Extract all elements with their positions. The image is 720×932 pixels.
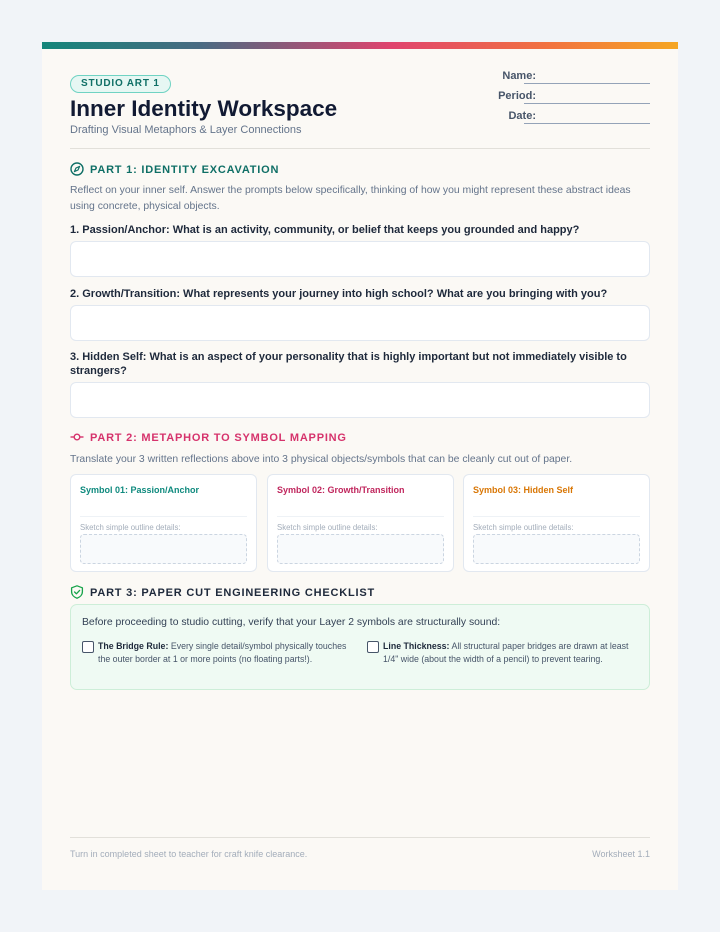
symbol-card-3 [463,474,650,572]
checklist-item-title: Line Thickness: [383,641,450,651]
period-field-row [462,90,650,110]
sketch-area[interactable] [80,534,247,564]
header-divider [70,148,650,149]
part1-intro: Reflect on your inner self. Answer the prompts below specifically, thinking of how you might represent these abstract ideas using concrete, physical objects. [70,185,631,212]
part2-heading-text: PART 2: METAPHOR TO SYMBOL MAPPING [90,432,347,444]
part2-intro: Translate your 3 written reflections above into 3 physical objects/symbols that can be cleanly cut out of paper. [70,454,573,465]
symbol-card-title: Symbol 03: Hidden Self [473,485,574,495]
shield-check-icon [70,585,84,599]
symbol-card-1 [70,474,257,572]
date-field-row [462,110,650,130]
checklist-intro: Before proceeding to studio cutting, verify that your Layer 2 symbols are structurally sound: [82,617,501,628]
sketch-area[interactable] [277,534,444,564]
question-2: 2. Growth/Transition: What represents your journey into high school? What are you bringing with you? [70,288,608,300]
card-divider [80,516,247,517]
footer-divider [70,837,650,838]
checklist-panel [70,604,650,690]
symbol-card-title: Symbol 01: Passion/Anchor [80,485,200,495]
git-commit-icon [70,430,84,444]
worksheet [42,42,678,890]
part3-heading [70,585,375,601]
card-divider [277,516,444,517]
page-subtitle: Drafting Visual Metaphors & Layer Connections [70,124,302,136]
footer-note: Turn in completed sheet to teacher for craft knife clearance. [70,849,308,859]
name-field-row [462,70,650,90]
period-label: Period: [498,90,536,102]
gradient-accent-bar [42,42,678,49]
part1-heading [70,162,279,178]
checklist-item-title: The Bridge Rule: [98,641,169,651]
name-input-line[interactable] [524,83,650,84]
question-3: 3. Hidden Self: What is an aspect of your personality that is highly important but not immediately visible to strangers? [70,351,627,377]
name-label: Name: [502,70,536,82]
card-divider [473,516,640,517]
student-info-fields [462,70,650,130]
page-title: Inner Identity Workspace [70,96,338,121]
symbol-cards [70,474,650,572]
checklist-item-body: Every single detail/symbol physically touches the outer border at 1 or more points (no floating parts!). [98,641,347,664]
part3-heading-text: PART 3: PAPER CUT ENGINEERING CHECKLIST [90,587,376,599]
sketch-area[interactable] [473,534,640,564]
symbol-card-title: Symbol 02: Growth/Transition [277,485,405,495]
checklist-item-text [383,640,637,666]
date-input-line[interactable] [524,123,650,124]
sketch-hint: Sketch simple outline details: [473,523,574,532]
part1-heading-text: PART 1: IDENTITY EXCAVATION [90,164,280,176]
checkbox[interactable] [367,641,379,653]
sketch-hint: Sketch simple outline details: [277,523,378,532]
course-badge: STUDIO ART 1 [70,75,171,93]
answer-box-3[interactable] [70,382,650,418]
compass-icon [70,162,84,176]
answer-box-1[interactable] [70,241,650,277]
worksheet-number: Worksheet 1.1 [592,849,650,859]
checklist-item-body: All structural paper bridges are drawn at least 1/4" wide (about the width of a pencil) to prevent tearing. [383,641,629,664]
period-input-line[interactable] [524,103,650,104]
sketch-hint: Sketch simple outline details: [80,523,181,532]
question-1: 1. Passion/Anchor: What is an activity, community, or belief that keeps you grounded and happy? [70,224,580,236]
checkbox[interactable] [82,641,94,653]
date-label: Date: [508,110,536,122]
answer-box-2[interactable] [70,305,650,341]
part2-heading [70,430,347,446]
symbol-card-2 [267,474,454,572]
checklist-item-text [98,640,352,666]
